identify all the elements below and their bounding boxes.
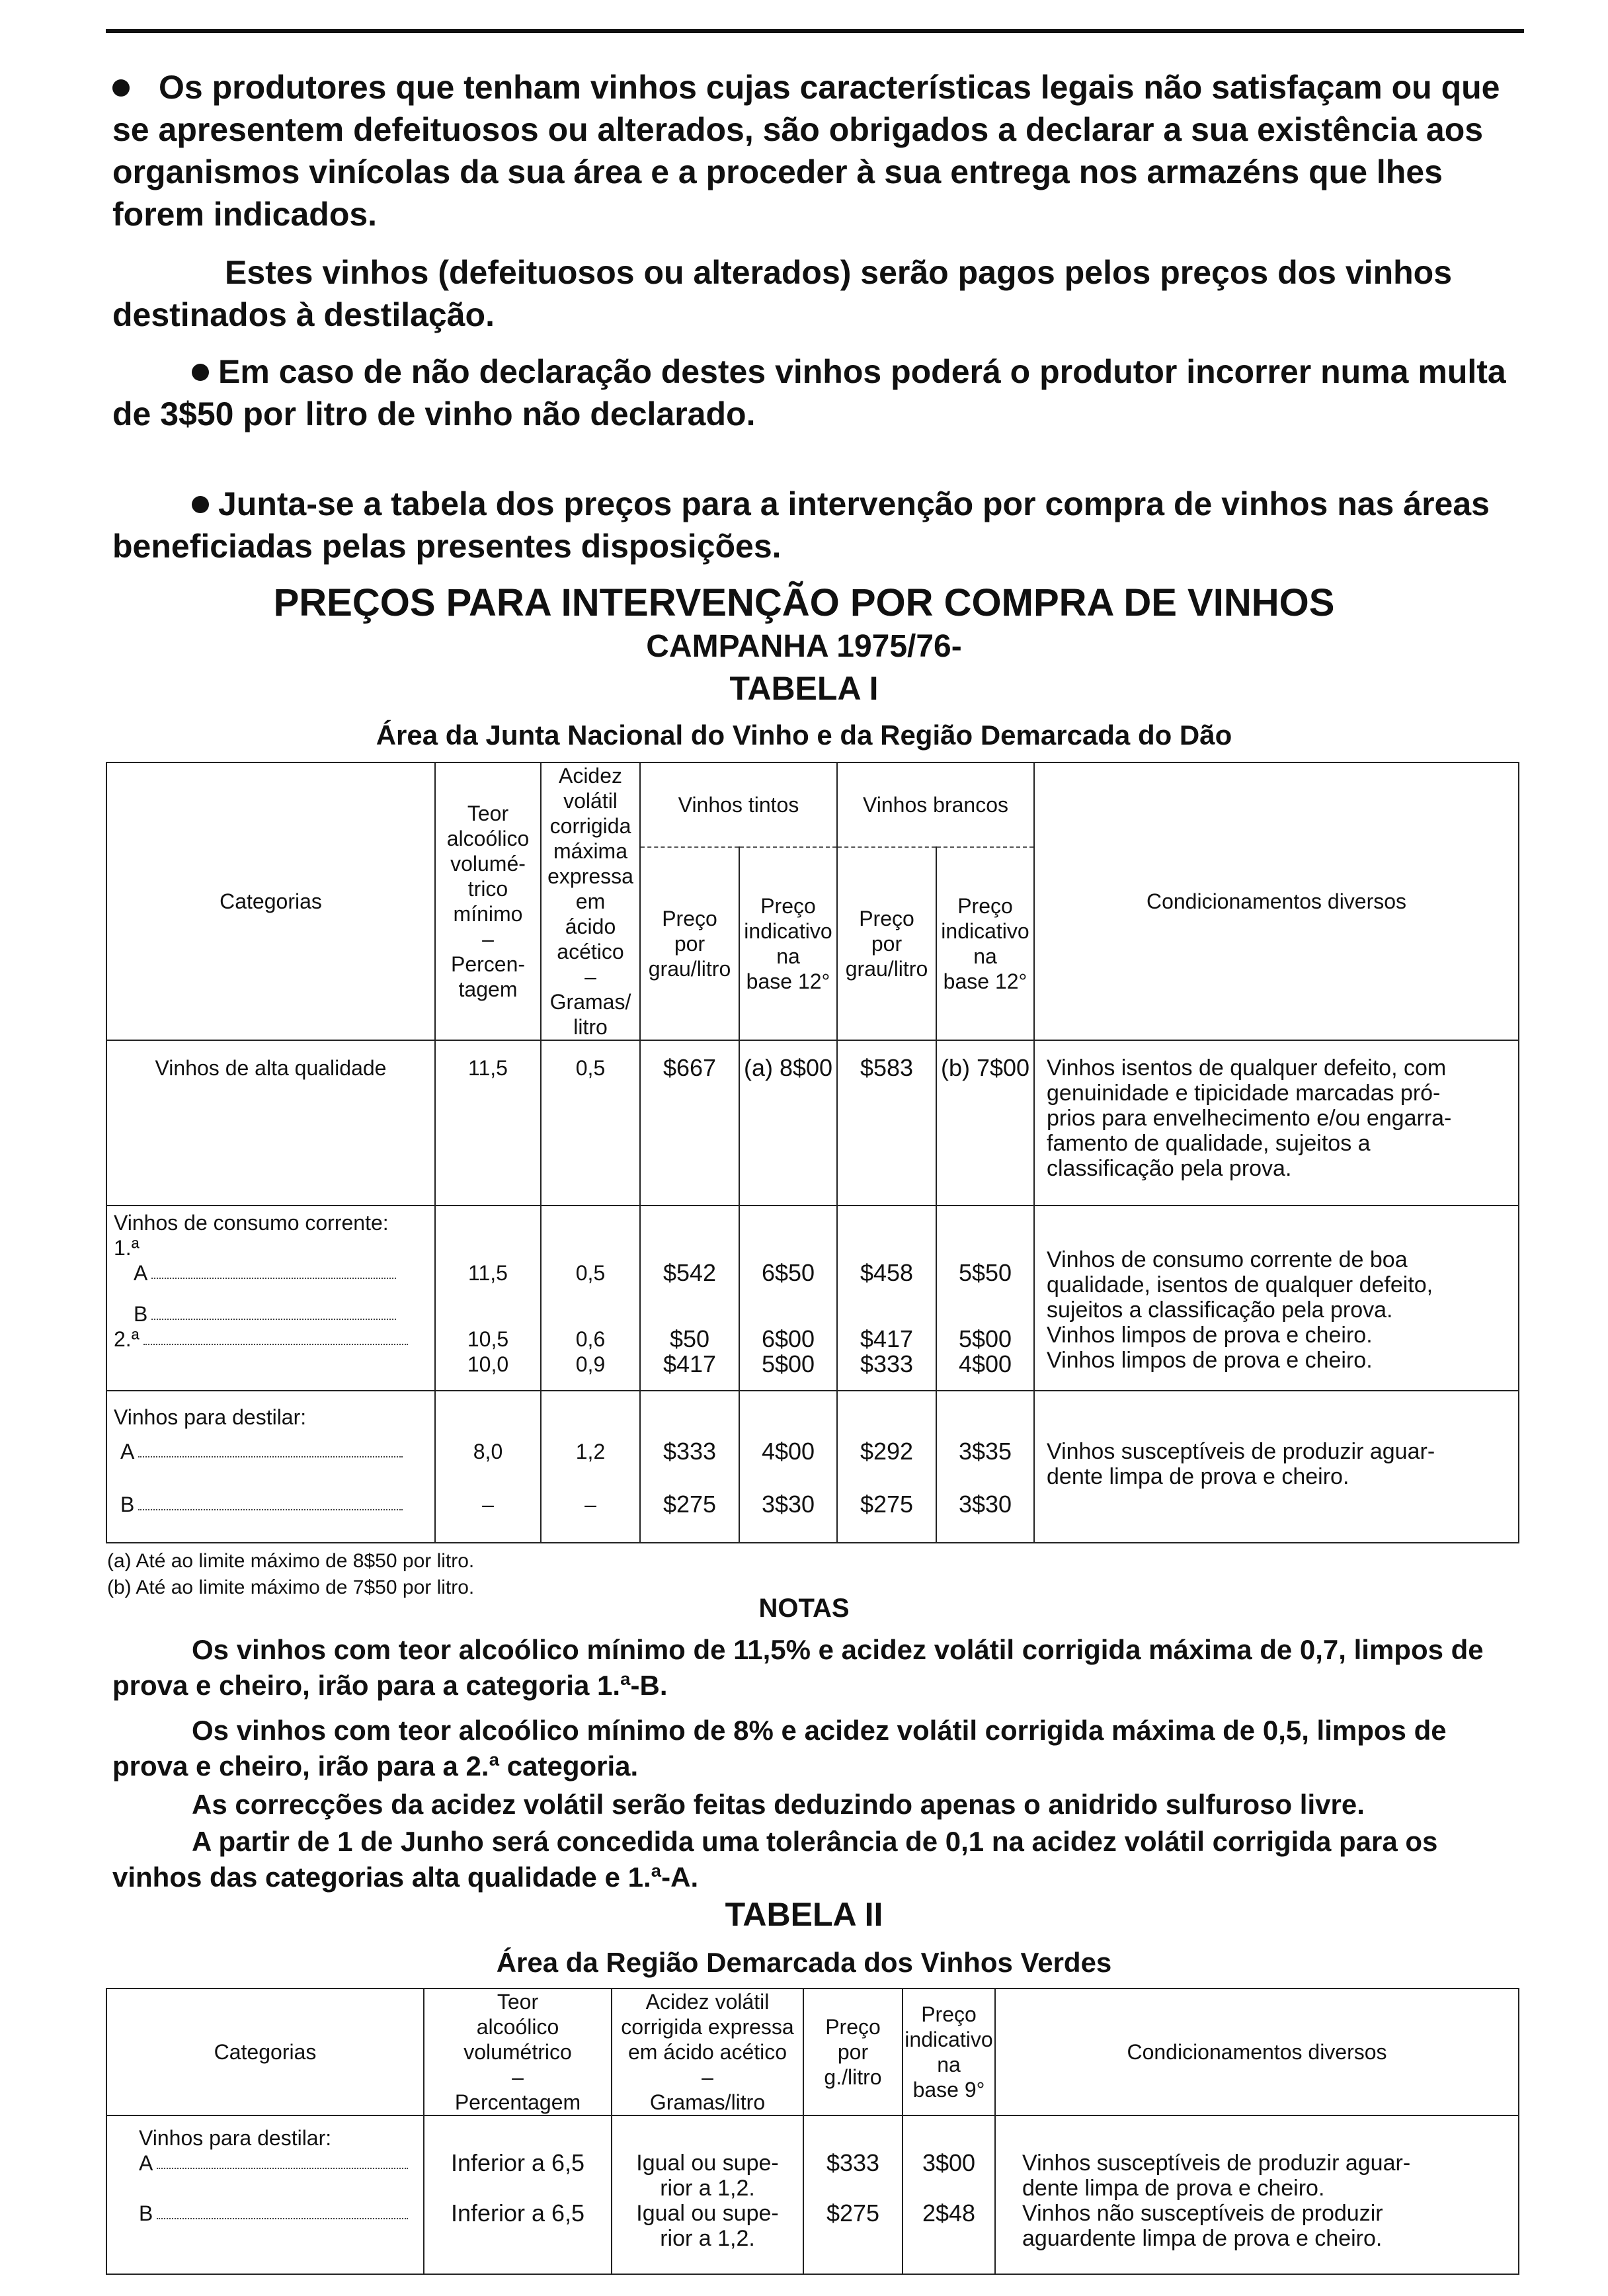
row-destilar: Vinhos para destilar: A B 8,0 – 1,2 – $333 $275 4$00 3$30 $292 $275 3$35 3$30 Vinhos susceptíveis de produzir aguar- dente limpa de prova e cheiro. <box>106 1391 1519 1543</box>
header-condicionamentos: Condicionamentos diversos <box>1034 762 1519 1040</box>
table2-area: Área da Região Demarcada dos Vinhos Verdes <box>496 1947 1112 1978</box>
t2-header-acidez: Acidez volátil corrigida expressa em ácido acético – Gramas/litro <box>612 1988 803 2115</box>
cond-consumo: Vinhos de consumo corrente de boa qualidade, isentos de qualquer defeito, sujeitos a classificação pela prova. Vinhos limpos de prova e cheiro. Vinhos limpos de prova e cheiro. <box>1034 1206 1519 1391</box>
footnote-a: (a) Até ao limite máximo de 8$50 por litro. <box>107 1550 475 1572</box>
header-preco-indicativo-tintos: Preço indicativo na base 12° <box>739 847 837 1040</box>
t2-header-preco: Preço por g./litro <box>803 1988 903 2115</box>
nota-1: Os vinhos com teor alcoólico mínimo de 11,5% e acidez volátil corrigida máxima de 0,7, limpos de prova e cheiro, irão para a categoria 1.ª-B. <box>112 1634 1484 1701</box>
row-alta-qualidade: Vinhos de alta qualidade 11,5 0,5 $667 (a) 8$00 $583 (b) 7$00 Vinhos isentos de qualquer defeito, com genuinidade e tipicidade marcadas pró- prios para envelhecimento e/ou engarra- famento de qualidade, sujeitos a classificação pela prova. <box>106 1040 1519 1206</box>
t2-header-indicativo: Preço indicativo na base 9° <box>903 1988 995 2115</box>
top-rule <box>106 29 1524 33</box>
nota-2: Os vinhos com teor alcoólico mínimo de 8% e acidez volátil corrigida máxima de 0,5, limpos de prova e cheiro, irão para a 2.ª categoria. <box>112 1715 1447 1782</box>
t2-header-teor: Teor alcoólico volumétrico – Percentagem <box>424 1988 612 2115</box>
intro-paragraph-4: Junta-se a tabela dos preços para a intervenção por compra de vinhos nas áreas beneficiadas pelas presentes disposições. <box>112 485 1490 565</box>
nota-3: As correcções da acidez volátil serão feitas deduzindo apenas o anidrido sulfuroso livre. <box>192 1789 1365 1820</box>
header-preco-grau-tintos: Preço por grau/litro <box>640 847 739 1040</box>
row-consumo-corrente: Vinhos de consumo corrente: 1.ª A B 2.ª 11,5 10,5 10,0 0,5 0,6 0,9 $542 $50 $417 6$50 6$00 5$00 $458 $417 $333 5$50 5$00 4$00 Vinhos de consumo corrente de boa qualidade, isentos de qualquer defeito, sujeitos a classificação pela prova. Vinhos limpos de prova e cheiro. Vinhos limpos de prova e cheiro. <box>106 1206 1519 1391</box>
cond-destilar: Vinhos susceptíveis de produzir aguar- dente limpa de prova e cheiro. <box>1034 1391 1519 1543</box>
intro-paragraph-3: Em caso de não declaração destes vinhos poderá o produtor incorrer numa multa de 3$50 por litro de vinho não declarado. <box>112 353 1506 432</box>
header-acidez: Acidez volátil corrigida máxima expressa em ácido acético – Gramas/ litro <box>541 762 640 1040</box>
table-1 <box>106 762 1519 1543</box>
t2-row-destilar: Vinhos para destilar: A B Inferior a 6,5 Inferior a 6,5 Igual ou supe- rior a 1,2. Igual ou supe- rior a 1,2. $333 $275 3$00 2$48 Vinhos susceptíveis de produzir aguar- dente limpa de prova e cheiro. Vinhos não susceptíveis de produzir aguardente limpa de prova e cheiro. <box>106 2115 1519 2274</box>
bullet-icon <box>112 79 130 97</box>
header-categorias: Categorias <box>220 889 322 913</box>
table1-title: TABELA I <box>729 670 879 707</box>
header-vinhos-tintos: Vinhos tintos <box>640 762 837 847</box>
main-title: PREÇOS PARA INTERVENÇÃO POR COMPRA DE VINHOS <box>273 581 1335 624</box>
notas-title: NOTAS <box>758 1594 850 1623</box>
table-2 <box>106 1988 1519 2275</box>
header-vinhos-brancos: Vinhos brancos <box>837 762 1034 847</box>
intro-paragraph-2: Estes vinhos (defeituosos ou alterados) serão pagos pelos preços dos vinhos destinados à destilação. <box>112 254 1453 333</box>
table1-area: Área da Junta Nacional do Vinho e da Região Demarcada do Dão <box>376 719 1232 751</box>
footnote-b: (b) Até ao limite máximo de 7$50 por litro. <box>107 1577 475 1598</box>
header-preco-grau-brancos: Preço por grau/litro <box>837 847 936 1040</box>
t2-header-categorias: Categorias <box>214 2040 317 2064</box>
intro-paragraph-1: Os produtores que tenham vinhos cujas características legais não satisfaçam ou que se apresentem defeituosos ou alterados, são obrigados a declarar a sua existência aos organismos vinícolas da sua área e a proceder à sua entrega nos armazéns que lhes forem indicados. <box>112 69 1500 233</box>
header-teor: Teor alcoólico volumé- trico mínimo – Percen- tagem <box>435 762 541 1040</box>
table2-title: TABELA II <box>725 1896 883 1933</box>
bullet-icon <box>192 496 209 513</box>
cond-alta-qualidade: Vinhos isentos de qualquer defeito, com genuinidade e tipicidade marcadas pró- prios para envelhecimento e/ou engarra- famento de qualidade, sujeitos a classificação pela prova. <box>1034 1040 1519 1206</box>
t2-header-condicionamentos: Condicionamentos diversos <box>995 1988 1519 2115</box>
header-preco-indicativo-brancos: Preço indicativo na base 12° <box>936 847 1034 1040</box>
campaign-title: CAMPANHA 1975/76- <box>646 629 962 664</box>
nota-4: A partir de 1 de Junho será concedida uma tolerância de 0,1 na acidez volátil corrigida para os vinhos das categorias alta qualidade e 1.ª-A. <box>112 1826 1438 1893</box>
bullet-icon <box>192 364 209 381</box>
